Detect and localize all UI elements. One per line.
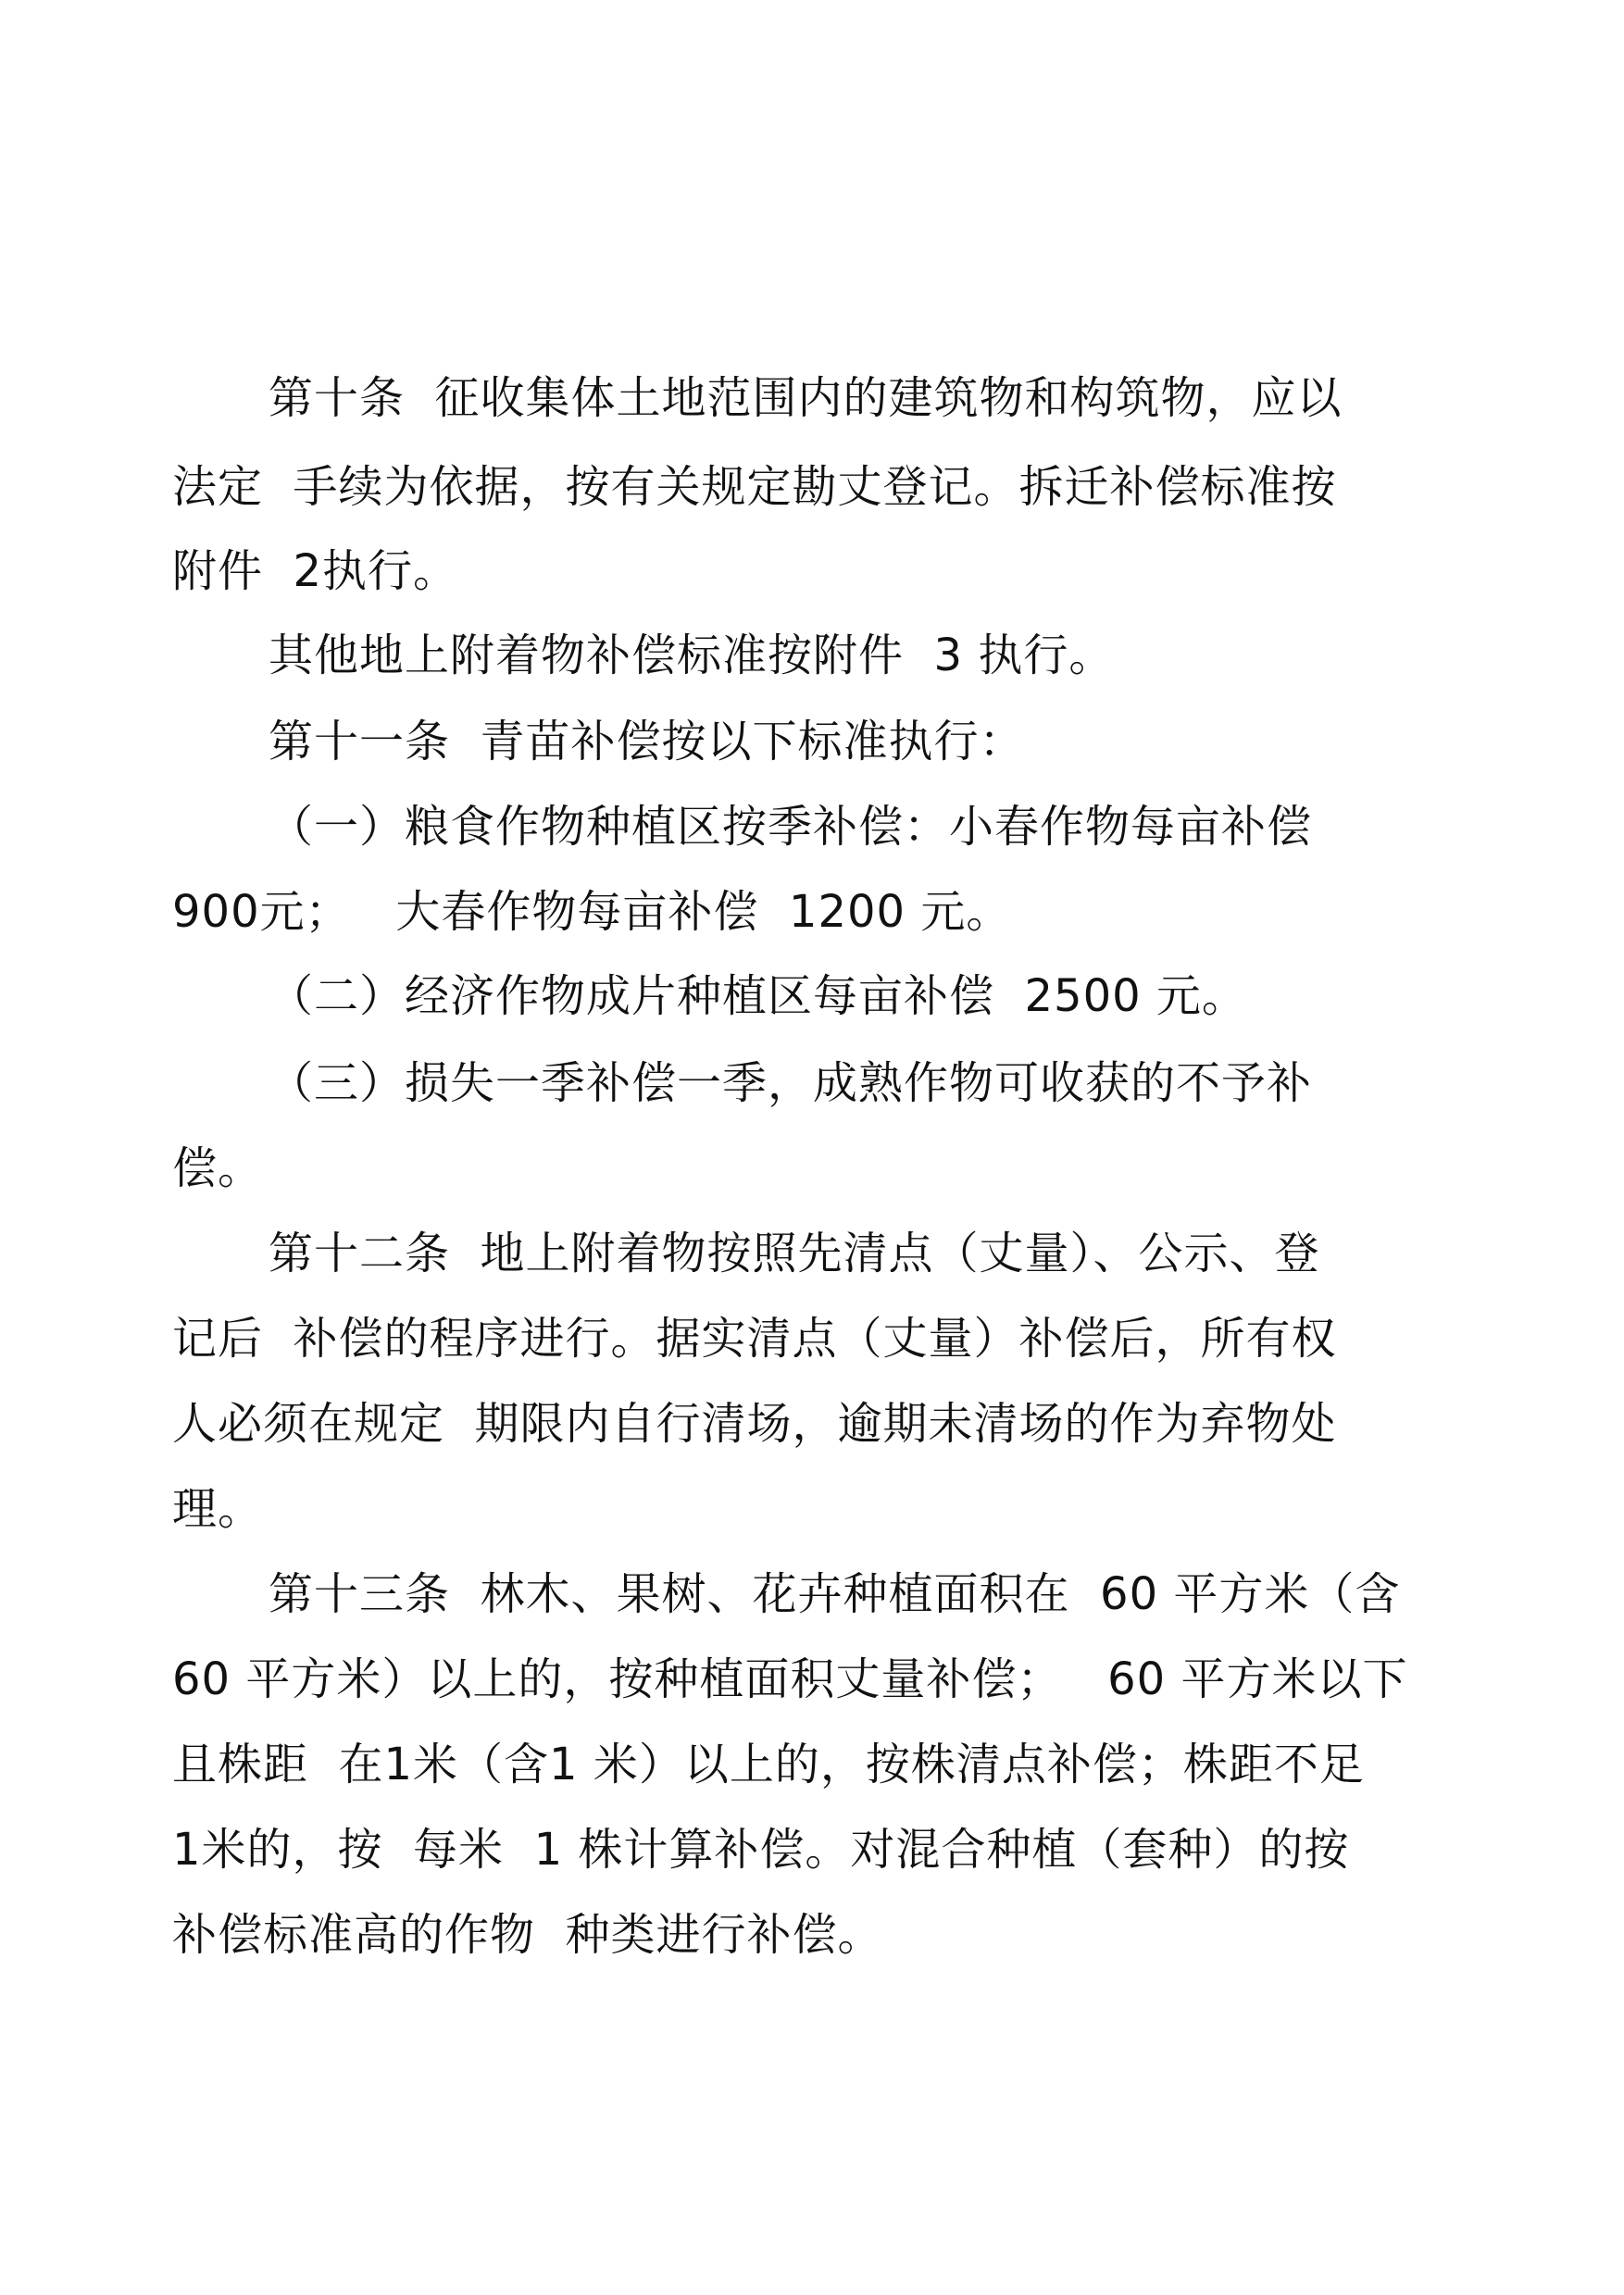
text-line: （一）粮食作物种植区按季补偿：小春作物每亩补偿: [269, 801, 1313, 853]
text-line: 补偿标准高的作物 种类进行补偿。: [172, 1909, 883, 1961]
text-line: 1米的，按 每米 1 株计算补偿。对混合种植（套种）的按: [172, 1824, 1350, 1876]
text-line: 附件 2执行。: [172, 545, 459, 597]
text-line: （二）经济作物成片种植区每亩补偿 2500 元。: [269, 970, 1247, 1022]
text-line: 法定 手续为依据，按有关规定勘丈登记。拆迁补偿标准按: [172, 461, 1337, 513]
text-line: 第十二条 地上附着物按照先清点（丈量）、公示、登: [269, 1228, 1320, 1279]
text-line: 900元； 大春作物每亩补偿 1200 元。: [172, 886, 1012, 938]
text-line: 第十三条 林木、果树、花卉种植面积在 60 平方米（含: [269, 1568, 1401, 1620]
text-line: 60 平方米）以上的，按种植面积丈量补偿； 60 平方米以下: [172, 1653, 1408, 1705]
text-line: 记后 补偿的程序进行。据实清点（丈量）补偿后，所有权: [172, 1313, 1337, 1365]
text-line: 且株距 在1米（含1 米）以上的，按株清点补偿；株距不足: [172, 1739, 1365, 1790]
text-line: 理。: [172, 1483, 264, 1535]
text-line: 第十一条 青苗补偿按以下标准执行：: [269, 716, 1025, 767]
text-line: 其他地上附着物补偿标准按附件 3 执行。: [269, 630, 1115, 681]
text-line: 偿。: [172, 1142, 264, 1194]
text-line: （三）损失一季补偿一季，成熟作物可收获的不予补: [269, 1057, 1313, 1109]
text-line: 人必须在规定 期限内自行清场，逾期未清场的作为弃物处: [172, 1398, 1337, 1450]
text-line: 第十条 征收集体土地范围内的建筑物和构筑物，应以: [269, 372, 1343, 424]
